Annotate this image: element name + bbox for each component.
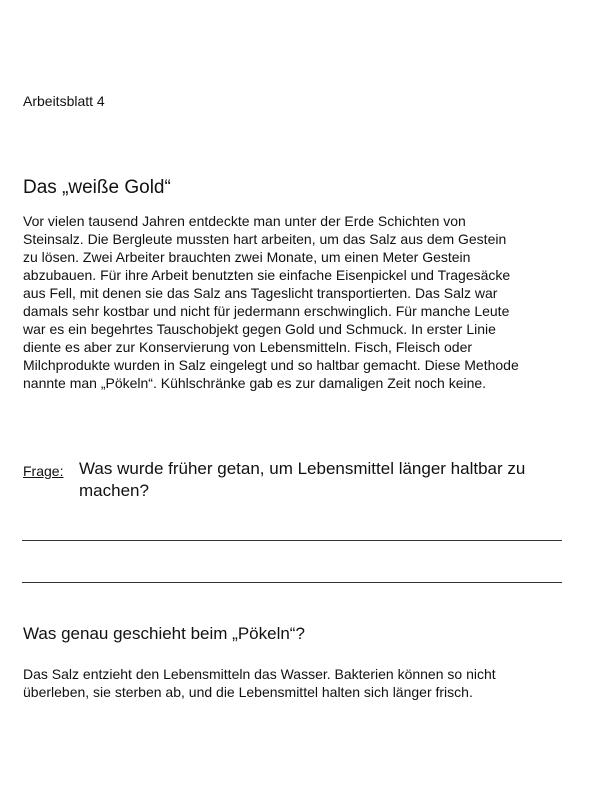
paragraph-line: aus Fell, mit denen sie das Salz ans Tageslicht transportierten. Das Salz war [23,285,498,301]
question-label: Frage: [23,463,64,479]
answer-line[interactable] [22,540,562,541]
paragraph-line: damals sehr kostbar und nicht für jedermann erschwinglich. Für manche Leute [23,303,510,319]
answer-line[interactable] [22,582,562,583]
section-line: Das Salz entzieht den Lebensmitteln das Wasser. Bakterien können so nicht [23,666,496,682]
section-paragraph [23,665,575,701]
question-line: machen? [79,481,149,500]
paragraph-line: zu lösen. Zwei Arbeiter brauchten zwei Monate, um einen Meter Gestein [23,249,471,265]
section-line: überleben, sie sterben ab, und die Lebensmittel halten sich länger frisch. [23,684,473,700]
paragraph-line: nannte man „Pökeln“. Kühlschränke gab es zur damaligen Zeit noch keine. [23,375,487,391]
article-title: Das „weiße Gold“ [23,177,171,198]
paragraph-line: diente es aber zur Konservierung von Lebensmitteln. Fisch, Fleisch oder [23,339,473,355]
paragraph-line: Milchprodukte wurden in Salz eingelegt und so haltbar gemacht. Diese Methode [23,357,519,373]
paragraph-line: abzubauen. Für ihre Arbeit benutzten sie einfache Eisenpickel und Tragesäcke [23,267,511,283]
paragraph-line: Vor vielen tausend Jahren entdeckte man unter der Erde Schichten von [23,213,466,229]
paragraph-line: Steinsalz. Die Bergleute mussten hart arbeiten, um das Salz aus dem Gestein [23,231,507,247]
section-heading: Was genau geschieht beim „Pökeln“? [23,624,305,643]
question-text [79,458,525,502]
question-line: Was wurde früher getan, um Lebensmittel länger haltbar zu [79,459,526,478]
article-paragraph [23,212,575,392]
paragraph-line: war es ein begehrtes Tauschobjekt gegen Gold und Schmuck. In erster Linie [23,321,496,337]
worksheet-label: Arbeitsblatt 4 [23,93,105,109]
